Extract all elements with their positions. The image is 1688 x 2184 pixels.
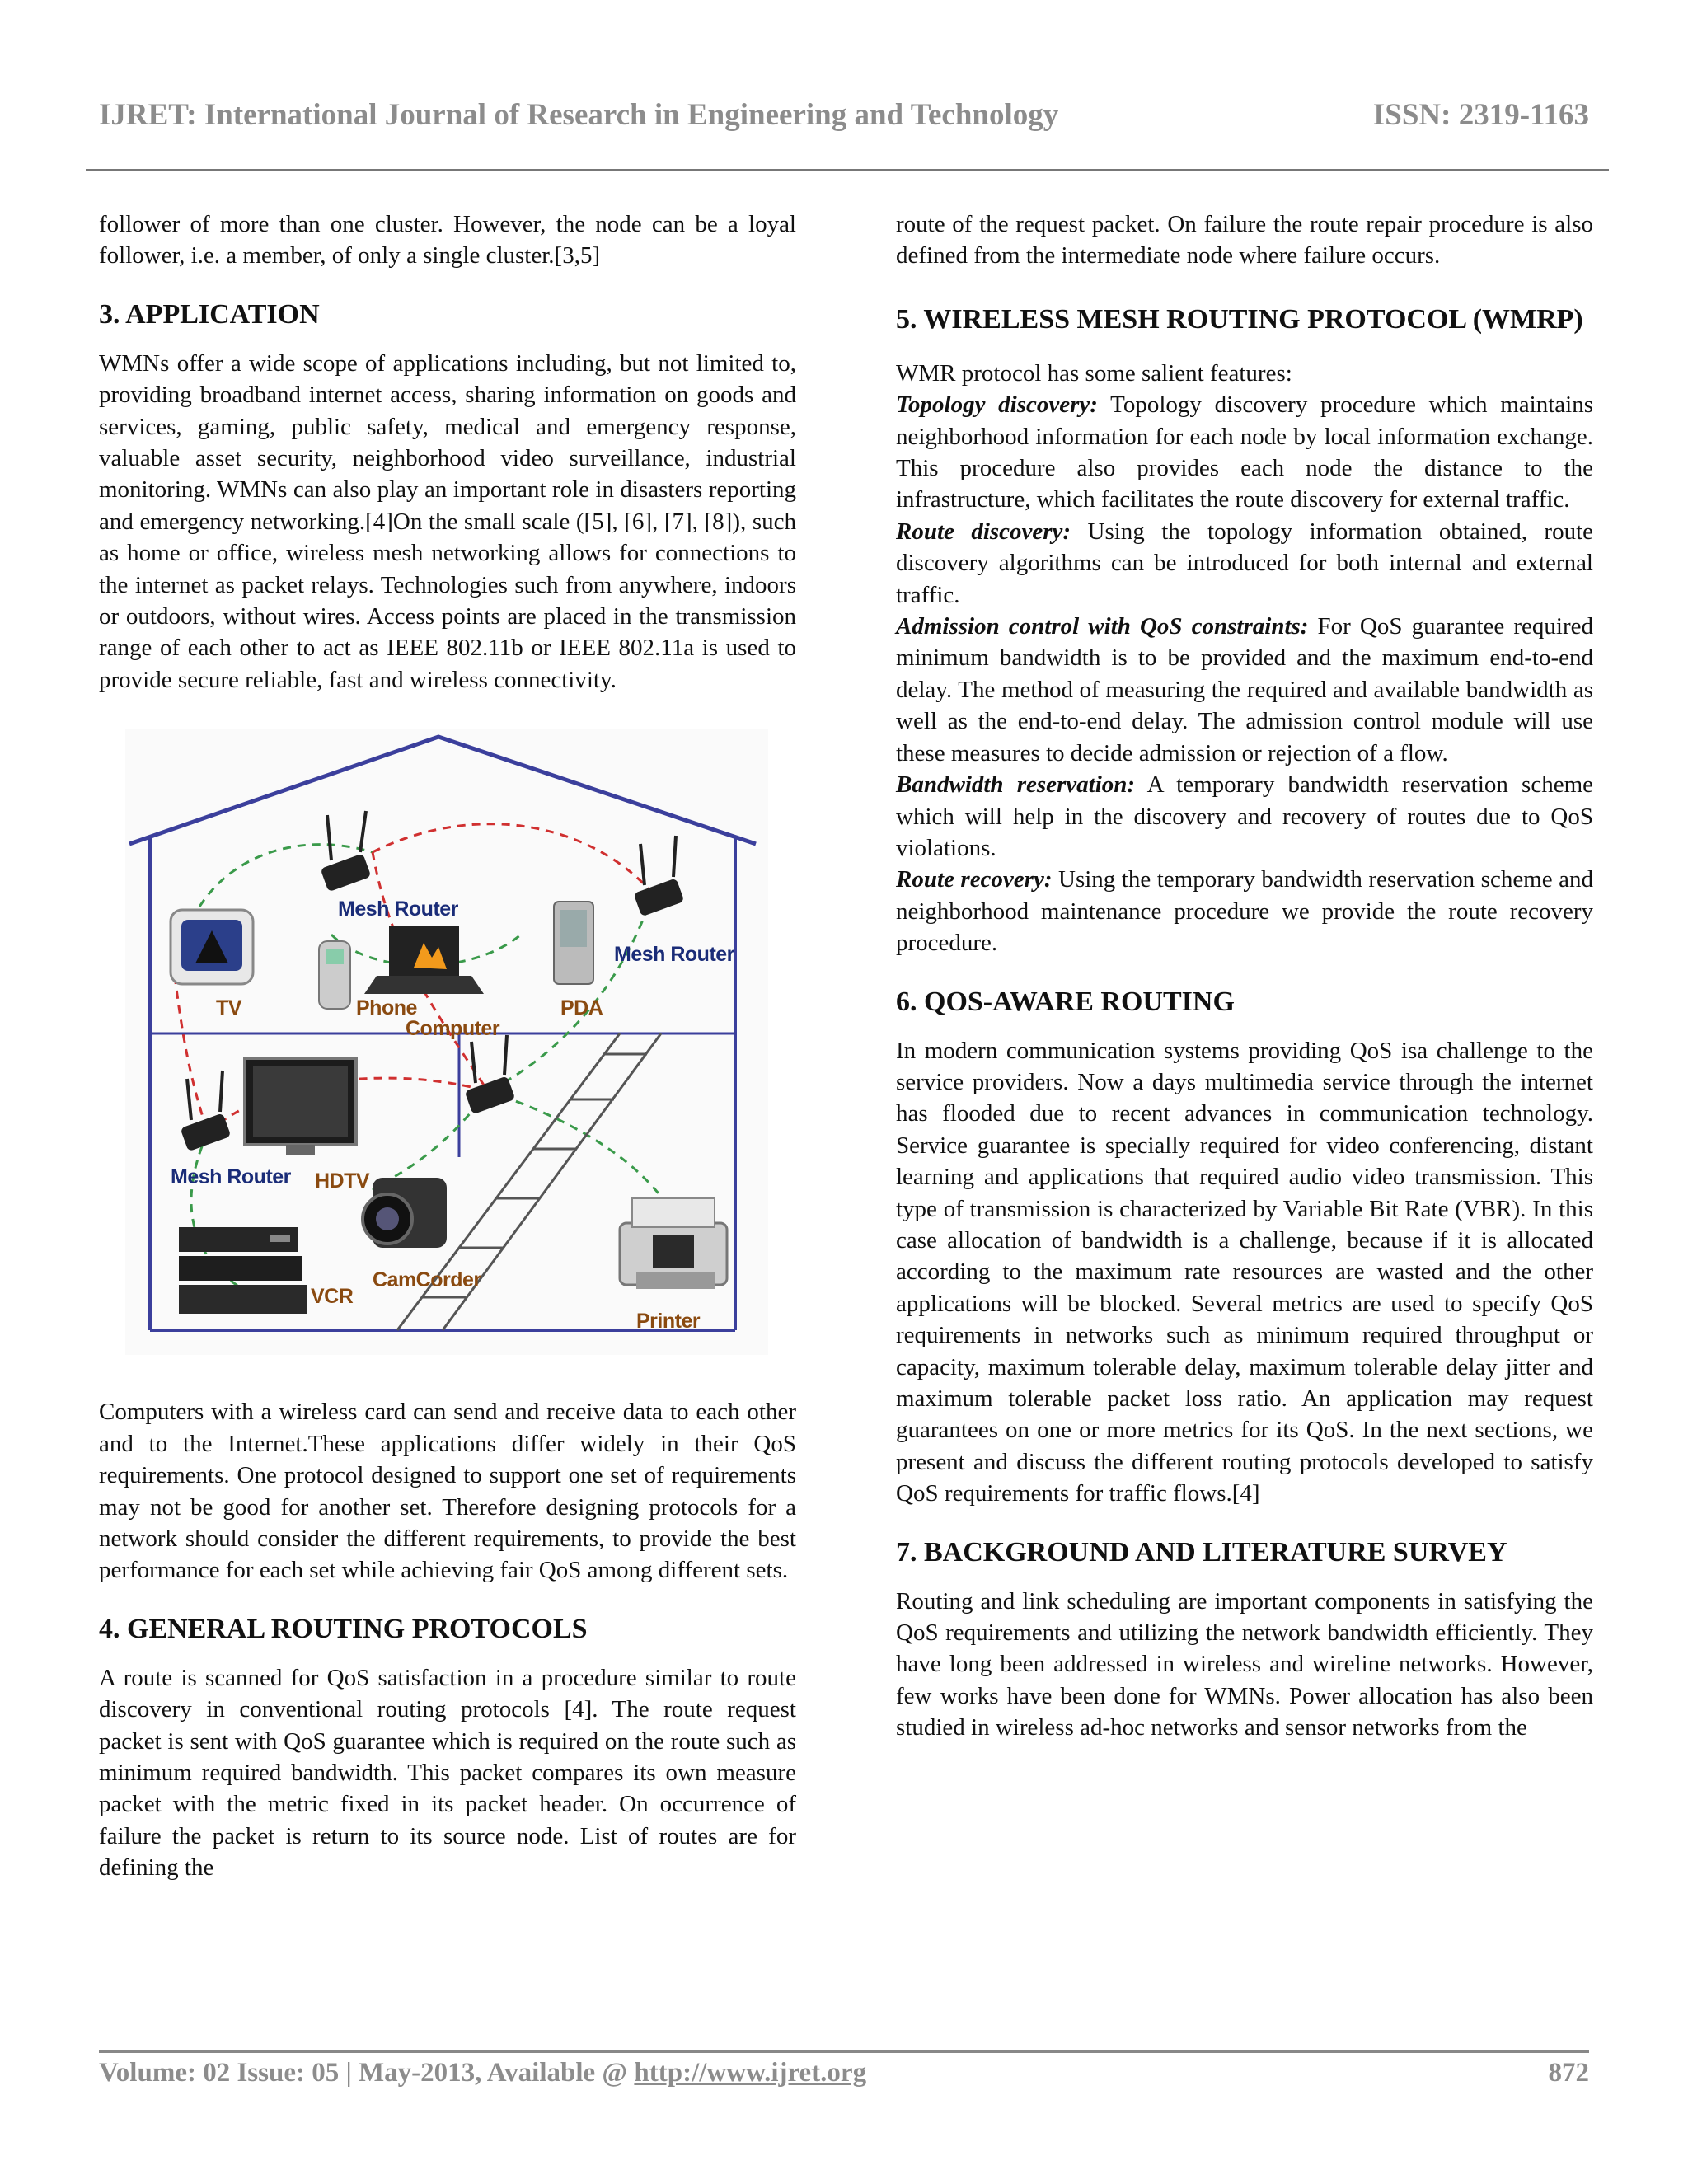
right-column <box>896 209 1593 1744</box>
label-hdtv: HDTV <box>315 1169 370 1193</box>
desc-route-recovery: Using the temporary bandwidth reservation scheme and neighborhood maintenance procedure we provide the route recovery procedure. <box>896 866 1593 957</box>
section-heading-qos-aware: 6. QOS-AWARE ROUTING <box>896 986 1235 1017</box>
feature-bandwidth-reservation <box>896 769 1593 864</box>
paragraph-background: Routing and link scheduling are important components in satisfying the QoS requirements and utilizing the network bandwidth efficiently. They have long been addressed in wireless and wireline networks. However, few works have been done for WMNs. Power allocation has also been studied in wireless ad-hoc networks and sensor networks from the <box>896 1587 1593 1741</box>
page-number: 872 <box>1548 2058 1589 2088</box>
term-route-discovery: Route discovery: <box>896 518 1071 545</box>
paragraph-continuation-right: route of the request packet. On failure the route repair procedure is also defined from the intermediate node where failure occurs. <box>896 211 1593 269</box>
label-phone: Phone <box>356 996 417 1020</box>
feature-topology-discovery <box>896 389 1593 516</box>
footer-volume <box>99 2058 866 2088</box>
term-admission-control: Admission control with QoS constraints: <box>896 613 1309 640</box>
paragraph-qos-aware: In modern communication systems providing QoS isa challenge to the service providers. Now a days multimedia service through the internet has flooded due to recent advances in communication technology. Service guarantee is specially required for video conferencing, distant learning and applications that required audio video transmission. This type of transmission is characterized by Variable Bit Rate (VBR). In this case allocation of bandwidth is a challenge, because if it is allocated according to the maximum rate resources are wasted and the other applications will be blocked. Several metrics are used to specify QoS requirements in networks such as minimum required throughput or capacity, maximum tolerable delay, maximum tolerable delay jitter and maximum tolerable packet loss ratio. An application may request guarantees on one or more metrics for its QoS. In the next sections, we present and discuss the different routing protocols developed to satisfy QoS requirements for traffic flows.[4] <box>896 1037 1593 1507</box>
running-header <box>99 97 1589 147</box>
label-printer: Printer <box>636 1310 701 1333</box>
paragraph-continuation: follower of more than one cluster. However, the node can be a loyal follower, i.e. a member, of only a single cluster.[3,5] <box>99 211 796 269</box>
footer-volume-text: Volume: 02 Issue: 05 | May-2013, Available @ <box>99 2058 635 2088</box>
term-route-recovery: Route recovery: <box>896 866 1053 893</box>
desc-topology-discovery: Topology discovery procedure which maintains neighborhood information for each node by local information exchange. This procedure also provides each node the distance to the infrastructure, which facilitates the route discovery for external traffic. <box>896 391 1593 513</box>
label-vcr: VCR <box>311 1285 354 1309</box>
term-bandwidth-reservation: Bandwidth reservation: <box>896 771 1136 799</box>
feature-admission-control <box>896 611 1593 769</box>
running-footer <box>99 2058 1589 2099</box>
label-tv: TV <box>216 996 241 1020</box>
desc-admission-control: For QoS guarantee required minimum bandwidth is to be provided and the maximum end-to-end delay. The method of measuring the required and available bandwidth as well as the end-to-end delay. The admission control module will use these measures to decide admission or rejection of a flow. <box>896 613 1593 766</box>
label-mesh-router-top: Mesh Router <box>338 898 458 921</box>
paragraph-general-routing: A route is scanned for QoS satisfaction in a procedure similar to route discovery in conventional routing protocols [4]. The route request packet is sent with QoS guarantee which is required on the route such as minimum required bandwidth. This packet compares its own measure packet with the metric fixed in its packet header. On occurrence of failure the packet is return to its source node. List of routes are for defining the <box>99 1664 796 1882</box>
section-heading-application: 3. APPLICATION <box>99 298 320 330</box>
journal-url-link[interactable]: http://www.ijret.org <box>634 2058 867 2088</box>
label-computer: Computer <box>406 1017 500 1041</box>
issn: ISSN: 2319-1163 <box>1372 98 1589 132</box>
feature-route-recovery <box>896 864 1593 958</box>
journal-title: IJRET: International Journal of Research in Engineering and Technology <box>99 98 1059 132</box>
term-topology-discovery: Topology discovery: <box>896 391 1098 419</box>
paragraph-application: WMNs offer a wide scope of applications including, but not limited to, providing broadband internet access, sharing information on goods and services, gaming, public safety, medical and emergency response, valuable asset security, neighborhood video surveillance, industrial monitoring. WMNs can also play an important role in disasters reporting and emergency networking.[4]On the small scale ([5], [6], [7], [8]), such as home or office, wireless mesh networking allows for connections to the internet as packet relays. Technologies such from anywhere, indoors or outdoors, without wires. Access points are placed in the transmission range of each other to act as IEEE 802.11b or IEEE 802.11a is used to provide secure reliable, fast and wireless connectivity. <box>99 349 796 693</box>
header-rule <box>86 169 1609 171</box>
desc-bandwidth-reservation: A temporary bandwidth reservation scheme which will help in the discovery and recovery of routes due to QoS violations. <box>896 771 1593 861</box>
section-heading-wmrp: 5. WIRELESS MESH ROUTING PROTOCOL (WMRP) <box>896 303 1583 335</box>
section-heading-background: 7. BACKGROUND AND LITERATURE SURVEY <box>896 1536 1507 1568</box>
label-camcorder: CamCorder <box>373 1268 481 1292</box>
footer-rule <box>99 2050 1589 2053</box>
label-mesh-router-right: Mesh Router <box>614 943 734 967</box>
mesh-network-figure <box>125 729 768 1355</box>
feature-route-discovery <box>896 516 1593 611</box>
label-pda: PDA <box>560 996 603 1020</box>
section-heading-general-routing: 4. GENERAL ROUTING PROTOCOLS <box>99 1613 588 1644</box>
label-mesh-router-left: Mesh Router <box>171 1165 291 1189</box>
desc-route-discovery: Using the topology information obtained, route discovery algorithms can be introduced for both internal and external traffic. <box>896 518 1594 608</box>
paragraph-application-cont: Computers with a wireless card can send and receive data to each other and to the Internet.These applications differ widely in their QoS requirements. One protocol designed to support one set of requirements may not be good for another set. Therefore designing protocols for a network should consider the different requirements, to provide the best performance for each set while achieving fair QoS among different sets. <box>99 1399 796 1584</box>
paragraph-wmrp-intro: WMR protocol has some salient features: <box>896 359 1292 387</box>
left-column <box>99 209 796 1884</box>
